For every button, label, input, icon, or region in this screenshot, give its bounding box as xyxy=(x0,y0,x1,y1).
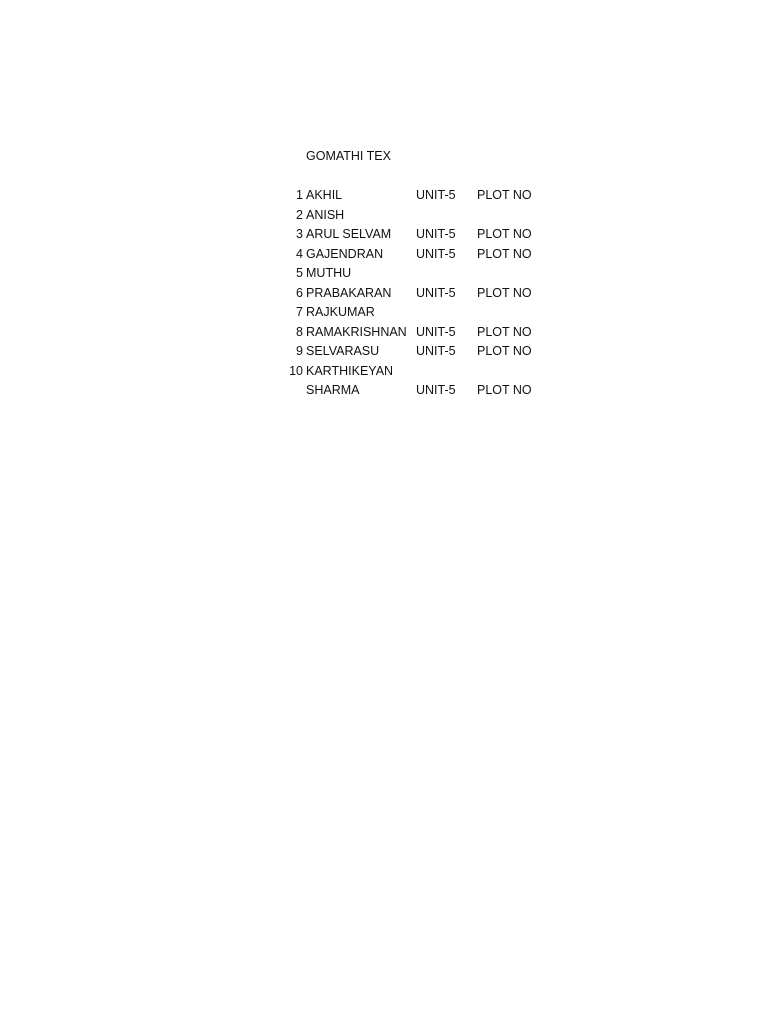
list-row xyxy=(0,303,768,323)
row-number: 5 xyxy=(296,266,303,280)
row-number: 6 xyxy=(296,285,303,300)
row-number: 3 xyxy=(296,227,303,241)
row-name: GAJENDRAN xyxy=(306,246,384,261)
list-row xyxy=(0,362,768,382)
row-number: 2 xyxy=(296,207,303,222)
row-name: AKHIL xyxy=(306,188,343,202)
row-unit: UNIT-5 xyxy=(416,188,456,202)
row-plot: PLOT NO xyxy=(477,188,532,202)
list-row xyxy=(0,323,768,343)
row-plot: PLOT NO xyxy=(477,227,532,241)
row-name: RAJKUMAR xyxy=(306,305,375,319)
row-plot: PLOT NO xyxy=(477,324,532,339)
row-number: 7 xyxy=(296,305,303,319)
row-unit: UNIT-5 xyxy=(416,344,456,358)
row-unit: UNIT-5 xyxy=(416,285,456,300)
row-unit: UNIT-5 xyxy=(416,383,456,397)
row-name: SHARMA xyxy=(306,383,360,397)
row-name: RAMAKRISHNAN xyxy=(306,324,407,339)
document-title: GOMATHI TEX xyxy=(306,149,391,163)
row-plot: PLOT NO xyxy=(477,383,532,397)
row-name: ANISH xyxy=(306,207,345,222)
row-unit: UNIT-5 xyxy=(416,246,456,261)
row-unit: UNIT-5 xyxy=(416,227,456,241)
row-plot: PLOT NO xyxy=(477,344,532,358)
list-row xyxy=(0,342,768,362)
list-row xyxy=(0,186,768,206)
row-number: 10 xyxy=(289,363,303,378)
row-name: MUTHU xyxy=(306,266,352,280)
list-row xyxy=(0,206,768,226)
row-number: 9 xyxy=(296,344,303,358)
row-name: ARUL SELVAM xyxy=(306,227,392,241)
list-row xyxy=(0,225,768,245)
row-name: SELVARASU xyxy=(306,344,380,358)
row-number: 1 xyxy=(296,188,303,202)
row-unit: UNIT-5 xyxy=(416,324,456,339)
row-name: PRABAKARAN xyxy=(306,285,392,300)
name-list xyxy=(0,186,768,401)
list-row xyxy=(0,264,768,284)
row-number: 4 xyxy=(296,246,303,261)
list-row xyxy=(0,245,768,265)
row-number: 8 xyxy=(296,324,303,339)
row-plot: PLOT NO xyxy=(477,285,532,300)
list-row xyxy=(0,381,768,401)
row-plot: PLOT NO xyxy=(477,246,532,261)
row-name: KARTHIKEYAN xyxy=(306,363,394,378)
list-row xyxy=(0,284,768,304)
